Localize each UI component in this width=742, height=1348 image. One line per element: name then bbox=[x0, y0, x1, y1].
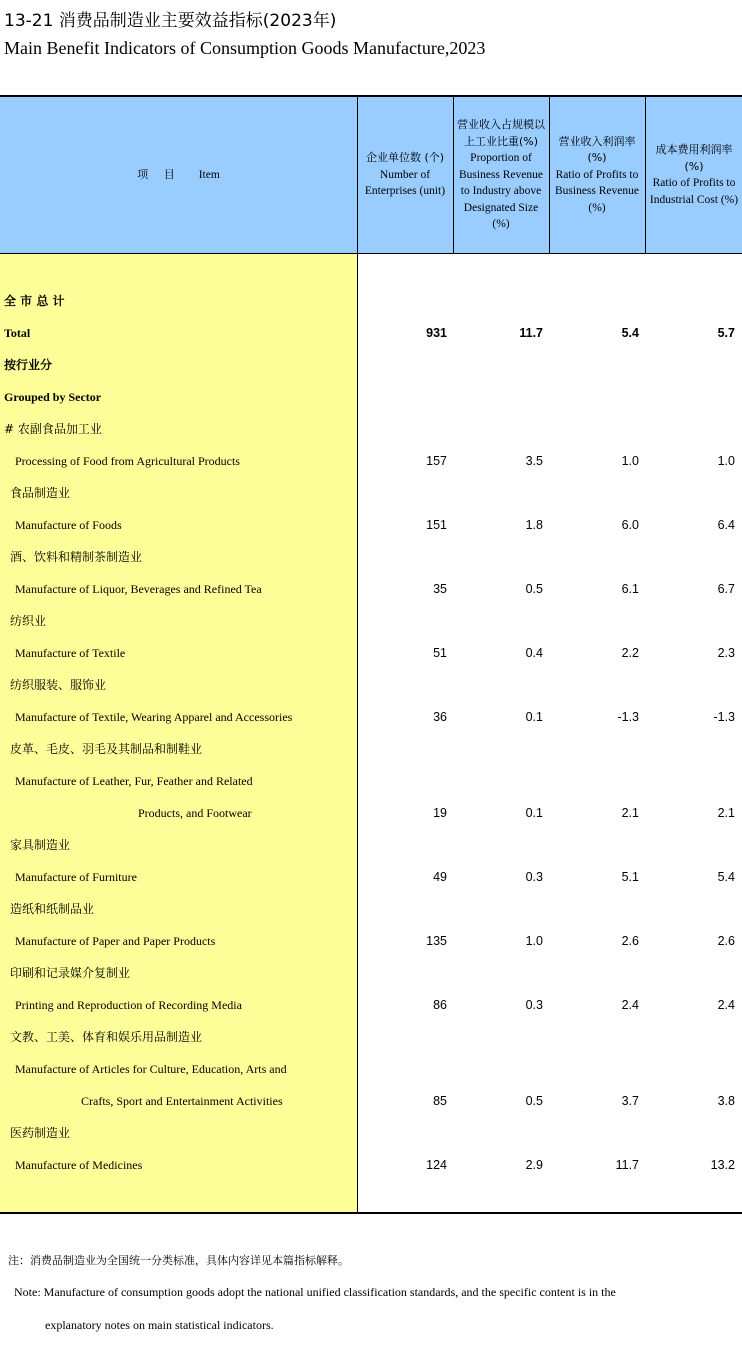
row-label: Manufacture of Paper and Paper Products bbox=[15, 934, 216, 948]
row-label: 酒、饮料和精制茶制造业 bbox=[10, 550, 143, 564]
cell-profit-revenue: 11.7 bbox=[615, 1158, 639, 1172]
table-row bbox=[0, 1149, 742, 1181]
cell-enterprises: 931 bbox=[426, 326, 447, 340]
cell-enterprises: 35 bbox=[433, 582, 447, 596]
table-row bbox=[0, 733, 742, 765]
header-col3-en: Ratio of Profits to Business Revenue (%) bbox=[554, 168, 639, 214]
cell-proportion: 0.4 bbox=[525, 646, 543, 660]
column-divider bbox=[645, 97, 646, 253]
cell-profit-cost: 5.4 bbox=[717, 870, 735, 884]
table-row bbox=[0, 637, 742, 669]
table-bottom-rule bbox=[0, 1212, 742, 1214]
table-row bbox=[0, 413, 742, 445]
header-col3-cn: 营业收入利润率(%) bbox=[558, 134, 636, 165]
footnote-en-line2: explanatory notes on main statistical indicators. bbox=[45, 1318, 274, 1332]
cell-proportion: 0.1 bbox=[525, 806, 543, 820]
table-row bbox=[0, 989, 742, 1021]
footnote-cn: 注：消费品制造业为全国统一分类标准，具体内容详见本篇指标解释。 bbox=[8, 1254, 349, 1267]
row-label: Grouped by Sector bbox=[4, 390, 102, 404]
table-row bbox=[0, 605, 742, 637]
cell-enterprises: 124 bbox=[426, 1158, 447, 1172]
cell-profit-revenue: 5.1 bbox=[621, 870, 639, 884]
table-row bbox=[0, 957, 742, 989]
cell-profit-cost: -1.3 bbox=[713, 710, 735, 724]
table-row bbox=[0, 509, 742, 541]
header-col4-en: Ratio of Profits to Industrial Cost (%) bbox=[649, 177, 739, 206]
header-item-en: Item bbox=[198, 168, 220, 181]
row-label: 食品制造业 bbox=[10, 486, 71, 500]
table-row bbox=[0, 861, 742, 893]
cell-proportion: 0.1 bbox=[525, 710, 543, 724]
cell-profit-revenue: 5.4 bbox=[621, 326, 639, 340]
cell-profit-cost: 2.6 bbox=[717, 934, 735, 948]
cell-profit-revenue: 6.0 bbox=[621, 518, 639, 532]
cell-proportion: 3.5 bbox=[525, 454, 543, 468]
header-col2-cn: 营业收入占规模以上工业比重(%) bbox=[457, 118, 545, 148]
cell-profit-cost: 2.1 bbox=[717, 806, 735, 820]
row-label: Manufacture of Textile bbox=[15, 646, 126, 660]
cell-enterprises: 151 bbox=[426, 518, 447, 532]
row-label: 皮革、毛皮、羽毛及其制品和制鞋业 bbox=[10, 742, 203, 756]
header-col4-cn: 成本费用利润率(%) bbox=[655, 143, 733, 173]
header-item bbox=[0, 97, 357, 253]
page-title-en: Main Benefit Indicators of Consumption Goods Manufacture,2023 bbox=[4, 38, 486, 58]
cell-profit-cost: 3.8 bbox=[717, 1094, 735, 1108]
table-row bbox=[0, 1085, 742, 1117]
row-label: Manufacture of Foods bbox=[15, 518, 122, 532]
row-label: Manufacture of Articles for Culture, Education, Arts and bbox=[15, 1062, 287, 1076]
cell-profit-cost: 1.0 bbox=[717, 454, 735, 468]
row-label: Processing of Food from Agricultural Products bbox=[15, 454, 240, 468]
row-label: Crafts, Sport and Entertainment Activities bbox=[81, 1094, 283, 1108]
table-row bbox=[0, 669, 742, 701]
row-label: Total bbox=[4, 326, 31, 340]
row-label: Manufacture of Furniture bbox=[15, 870, 137, 884]
cell-proportion: 0.5 bbox=[525, 1094, 543, 1108]
cell-enterprises: 19 bbox=[433, 806, 447, 820]
header-item-cn: 项 目 bbox=[137, 167, 181, 181]
row-label: 文教、工美、体育和娱乐用品制造业 bbox=[10, 1030, 203, 1044]
cell-profit-cost: 6.7 bbox=[717, 582, 735, 596]
cell-profit-cost: 6.4 bbox=[717, 518, 735, 532]
column-divider bbox=[549, 97, 550, 253]
row-label: 家具制造业 bbox=[10, 838, 71, 852]
header-col-profit-cost bbox=[649, 97, 739, 253]
row-label: 造纸和纸制品业 bbox=[10, 902, 95, 916]
table-row bbox=[0, 541, 742, 573]
header-col-proportion bbox=[456, 97, 546, 253]
table-row bbox=[0, 765, 742, 797]
cell-proportion: 0.3 bbox=[525, 998, 543, 1012]
table-row bbox=[0, 381, 742, 413]
row-label: Products, and Footwear bbox=[138, 806, 252, 820]
cell-profit-revenue: 2.2 bbox=[621, 646, 639, 660]
footnote-en-line1: Note: Manufacture of consumption goods adopt the national unified classification standards, and the specific content is in the bbox=[14, 1285, 616, 1299]
row-label: 纺织服装、服饰业 bbox=[10, 678, 107, 692]
table-row bbox=[0, 317, 742, 349]
table-row bbox=[0, 1117, 742, 1149]
cell-enterprises: 51 bbox=[433, 646, 447, 660]
cell-profit-cost: 2.3 bbox=[717, 646, 735, 660]
cell-profit-cost: 2.4 bbox=[717, 998, 735, 1012]
cell-enterprises: 135 bbox=[426, 934, 447, 948]
row-label: Printing and Reproduction of Recording Media bbox=[15, 998, 242, 1012]
cell-profit-cost: 13.2 bbox=[710, 1158, 735, 1172]
cell-profit-revenue: 1.0 bbox=[621, 454, 639, 468]
cell-profit-revenue: 3.7 bbox=[621, 1094, 639, 1108]
cell-profit-revenue: 2.6 bbox=[621, 934, 639, 948]
cell-proportion: 1.0 bbox=[525, 934, 543, 948]
table-row bbox=[0, 1053, 742, 1085]
column-divider bbox=[453, 97, 454, 253]
row-label: 纺织业 bbox=[10, 614, 47, 628]
header-col-enterprises bbox=[361, 97, 449, 253]
cell-proportion: 0.3 bbox=[525, 870, 543, 884]
cell-profit-revenue: 2.1 bbox=[621, 806, 639, 820]
row-label: 印刷和记录媒介复制业 bbox=[10, 966, 131, 980]
table-row bbox=[0, 573, 742, 605]
table-row bbox=[0, 1021, 742, 1053]
table-row bbox=[0, 925, 742, 957]
page-title-cn: 13-21 消费品制造业主要效益指标(2023年) bbox=[4, 11, 337, 31]
table-row bbox=[0, 797, 742, 829]
cell-profit-cost: 5.7 bbox=[717, 326, 735, 340]
cell-proportion: 1.8 bbox=[525, 518, 543, 532]
row-label: 医药制造业 bbox=[10, 1126, 71, 1140]
cell-enterprises: 85 bbox=[433, 1094, 447, 1108]
table-row bbox=[0, 445, 742, 477]
row-label: Manufacture of Liquor, Beverages and Refined Tea bbox=[15, 582, 262, 596]
cell-enterprises: 86 bbox=[433, 998, 447, 1012]
row-label: # 农副食品加工业 bbox=[4, 422, 102, 436]
cell-profit-revenue: -1.3 bbox=[617, 710, 639, 724]
header-col1-cn: 企业单位数 (个) bbox=[365, 151, 445, 165]
table-row bbox=[0, 701, 742, 733]
cell-enterprises: 49 bbox=[433, 870, 447, 884]
cell-profit-revenue: 6.1 bbox=[621, 582, 639, 596]
row-label: Manufacture of Medicines bbox=[15, 1158, 143, 1172]
row-label: Manufacture of Leather, Fur, Feather and Related bbox=[15, 774, 253, 788]
table-row bbox=[0, 893, 742, 925]
table-row bbox=[0, 285, 742, 317]
row-label: 全 市 总 计 bbox=[4, 294, 65, 308]
cell-proportion: 0.5 bbox=[525, 582, 543, 596]
header-col2-en: Proportion of Business Revenue to Industry above Designated Size (%) bbox=[458, 152, 543, 231]
cell-enterprises: 157 bbox=[426, 454, 447, 468]
table-row bbox=[0, 477, 742, 509]
table-row bbox=[0, 829, 742, 861]
header-col1-en: Number of Enterprises (unit) bbox=[364, 168, 446, 198]
row-label: 按行业分 bbox=[4, 358, 53, 372]
cell-profit-revenue: 2.4 bbox=[621, 998, 639, 1012]
row-label: Manufacture of Textile, Wearing Apparel and Accessories bbox=[15, 710, 293, 724]
cell-proportion: 11.7 bbox=[519, 326, 543, 340]
cell-enterprises: 36 bbox=[433, 710, 447, 724]
table-row bbox=[0, 349, 742, 381]
header-col-profit-revenue bbox=[553, 97, 641, 253]
cell-proportion: 2.9 bbox=[525, 1158, 543, 1172]
